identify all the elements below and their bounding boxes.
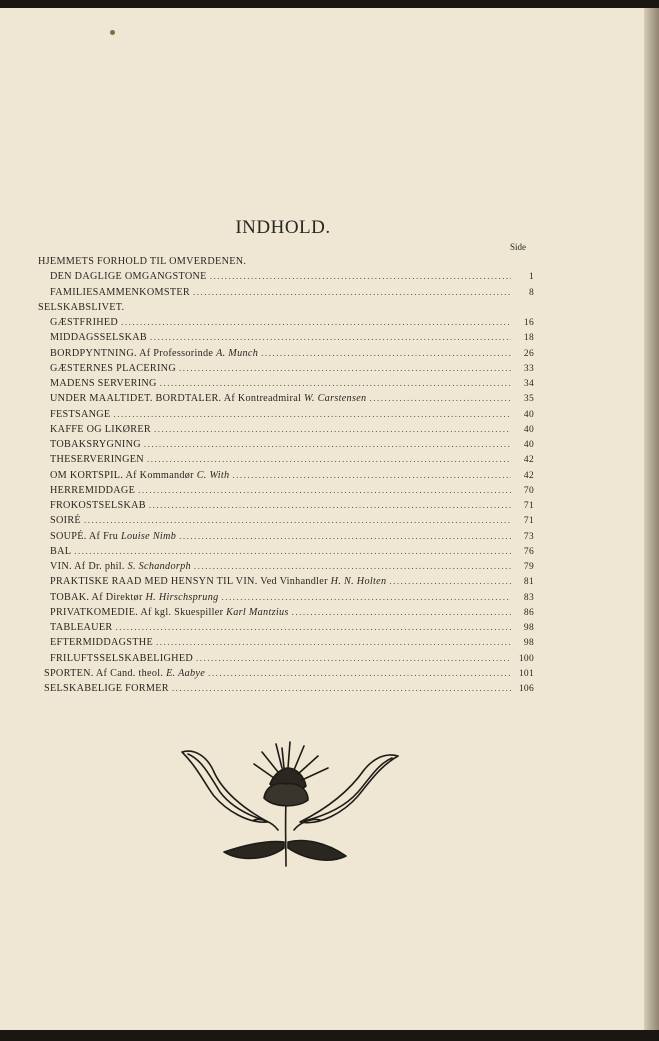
toc-entry: PRAKTISKE RAAD MED HENSYN TIL VIN. Ved Vinhandler H. N. Holten ..... 81 [38, 576, 534, 591]
toc-entry: MADENS SERVERING ..... 34 [38, 378, 534, 393]
ink-spot [110, 30, 115, 35]
toc-entry: MIDDAGSSELSKAB ..... 18 [38, 332, 534, 347]
toc-entry: TOBAKSRYGNING ..... 40 [38, 439, 534, 454]
page-edge [644, 8, 659, 1030]
toc-entry: FROKOSTSELSKAB ..... 71 [38, 500, 534, 515]
toc-entry: KAFFE OG LIKØRER ..... 40 [38, 424, 534, 439]
toc-entry: FAMILIESAMMENKOMSTER ..... 8 [38, 287, 534, 302]
toc-entry: SELSKABELIGE FORMER ..... 106 [38, 683, 534, 698]
toc-section-heading: SELSKABSLIVET. [38, 301, 125, 313]
toc-entry: HERREMIDDAGE ..... 70 [38, 485, 534, 500]
page-title: INDHOLD. [235, 217, 331, 238]
table-of-contents [38, 256, 534, 698]
toc-entry: GÆSTERNES PLACERING ..... 33 [38, 363, 534, 378]
toc-section-heading: HJEMMETS FORHOLD TIL OMVERDENEN. [38, 256, 247, 267]
toc-entry: DEN DAGLIGE OMGANGSTONE ..... 1 [38, 271, 534, 286]
toc-entry: SOUPÉ. Af Fru Louise Nimb ..... 73 [38, 531, 534, 546]
toc-entry: THESERVERINGEN ..... 42 [38, 454, 534, 469]
toc-entry: BAL ..... 76 [38, 546, 534, 561]
toc-entry: EFTERMIDDAGSTHE ..... 98 [38, 637, 534, 652]
toc-entry: GÆSTFRIHED ..... 16 [38, 317, 534, 332]
page-column-label: Side [510, 242, 527, 252]
toc-entry: SOIRÉ ..... 71 [38, 515, 534, 530]
toc-entry: TOBAK. Af Direktør H. Hirschsprung ..... 83 [38, 592, 534, 607]
toc-entry: TABLEAUER ..... 98 [38, 622, 534, 637]
toc-entry: PRIVATKOMEDIE. Af kgl. Skuespiller Karl Mantzius ..... 86 [38, 607, 534, 622]
toc-entry: OM KORTSPIL. Af Kommandør C. With ..... 42 [38, 470, 534, 485]
toc-entry: UNDER MAALTIDET. BORDTALER. Af Kontreadmiral W. Carstensen ..... 35 [38, 393, 534, 408]
toc-entry: FRILUFTSSELSKABELIGHED ..... 100 [38, 653, 534, 668]
flower-vignette-icon [178, 738, 402, 872]
toc-entry: FESTSANGE ..... 40 [38, 409, 534, 424]
toc-entry: VIN. Af Dr. phil. S. Schandorph ..... 79 [38, 561, 534, 576]
toc-entry: BORDPYNTNING. Af Professorinde A. Munch ..... 26 [38, 348, 534, 363]
toc-entry: SPORTEN. Af Cand. theol. E. Aabye ..... 101 [38, 668, 534, 683]
